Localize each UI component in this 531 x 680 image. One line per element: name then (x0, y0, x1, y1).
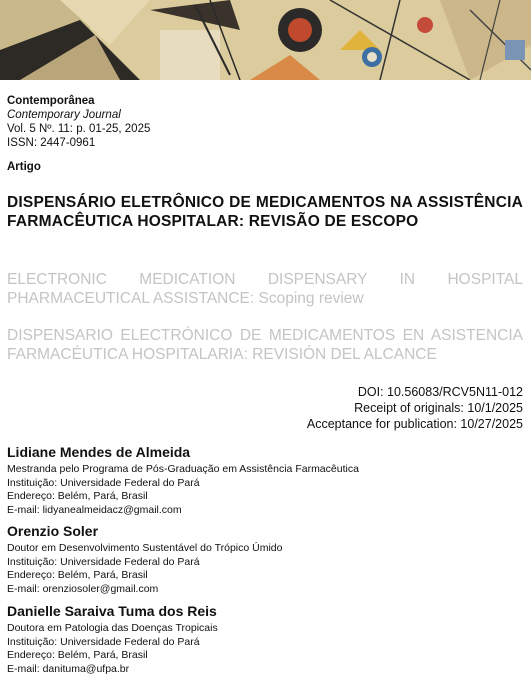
author-name: Danielle Saraiva Tuma dos Reis (7, 603, 217, 619)
author-degree: Mestranda pelo Programa de Pós-Graduação em Assistência Farmacêutica (7, 463, 359, 475)
author-email: E-mail: lidyanealmeidacz@gmail.com (7, 503, 182, 516)
doi-text: DOI: 10.56083/RCV5N11-012 (357, 385, 523, 399)
author-name: Lidiane Mendes de Almeida (7, 444, 191, 460)
abstract-art-icon (0, 0, 531, 80)
author-degree: Doutor em Desenvolvimento Sustentável do Trópico Úmido (7, 542, 283, 554)
author-email: E-mail: danituma@ufpa.br (7, 662, 130, 675)
journal-issn: ISSN: 2447-0961 (7, 137, 96, 149)
author-name: Orenzio Soler (7, 523, 99, 539)
title-english: ELECTRONIC MEDICATION DISPENSARY IN HOSPITAL PHARMACEUTICAL ASSISTANCE: Scoping review (7, 271, 523, 307)
journal-subtitle: Contemporary Journal (7, 109, 121, 121)
author-address: Endereço: Belém, Pará, Brasil (7, 569, 148, 582)
author-block (7, 603, 523, 676)
title-spanish: DISPENSARIO ELECTRÓNICO DE MEDICAMENTOS EN ASISTENCIA FARMACÉUTICA HOSPITALARIA: REVISIÓN DEL ALCANCE (7, 327, 523, 363)
journal-name: Contemporânea (7, 95, 95, 107)
author-degree: Doutora em Patologia das Doenças Tropicais (7, 622, 218, 634)
author-address: Endereço: Belém, Pará, Brasil (7, 490, 148, 503)
author-block (7, 444, 523, 517)
receipt-date: Receipt of originals: 10/1/2025 (354, 401, 523, 415)
author-institution: Instituição: Universidade Federal do Pará (7, 555, 200, 568)
abstract-art-banner (0, 0, 531, 80)
author-block (7, 523, 523, 596)
author-email: E-mail: orenziosoler@gmail.com (7, 582, 159, 595)
publication-meta (307, 384, 523, 432)
author-institution: Instituição: Universidade Federal do Pará (7, 476, 200, 489)
section-label: Artigo (7, 161, 41, 173)
title-portuguese: DISPENSÁRIO ELETRÔNICO DE MEDICAMENTOS NA ASSISTÊNCIA FARMACÊUTICA HOSPITALAR: REVISÃO DE ESCOPO (7, 194, 523, 230)
journal-info (7, 94, 150, 150)
acceptance-date: Acceptance for publication: 10/27/2025 (306, 417, 523, 431)
author-address: Endereço: Belém, Pará, Brasil (7, 649, 148, 662)
author-institution: Instituição: Universidade Federal do Pará (7, 635, 200, 648)
journal-volume: Vol. 5 Nº. 11: p. 01-25, 2025 (7, 123, 151, 135)
